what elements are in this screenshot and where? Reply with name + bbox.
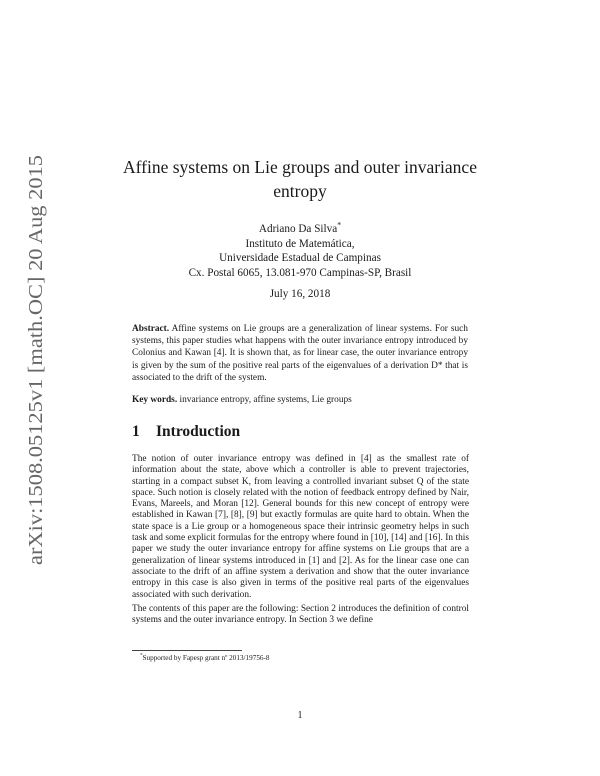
footnote-mark: * — [140, 653, 143, 659]
title-line-2: entropy — [273, 181, 327, 201]
affiliation-line-3: Cx. Postal 6065, 13.081-970 Campinas-SP, Brasil — [188, 266, 412, 279]
author-block — [120, 222, 480, 280]
section-title: Introduction — [156, 423, 241, 440]
paragraph-2: The contents of this paper are the following: Section 2 introduces the definition of control systems and the outer invariance entropy. In Section 3 we define — [132, 603, 469, 626]
arxiv-stamp — [8, 150, 52, 570]
paper-date: July 16, 2018 — [269, 288, 331, 300]
footnote — [140, 654, 270, 662]
author-name: Adriano Da Silva* — [258, 220, 342, 235]
affiliation-line-1: Instituto de Matemática, — [245, 237, 355, 250]
abstract — [132, 323, 468, 384]
footnote-rule — [132, 650, 242, 651]
author-footnote-mark: * — [337, 220, 342, 230]
section-body — [132, 454, 469, 626]
abstract-label: Abstract. — [132, 324, 170, 334]
affiliation-line-2: Universidade Estadual de Campinas — [219, 252, 381, 265]
keywords-text: invariance entropy, affine systems, Lie groups — [179, 395, 352, 405]
footnote-text: Supported by Fapesp grant nº 2013/19756-8 — [142, 654, 270, 662]
abstract-text: Affine systems on Lie groups are a generalization of linear systems. For such systems, this paper studies what happens with the outer invariance entropy introduced by Colonius and Kawan [4]. It is shown that, as for linear case, the outer invariance entropy is given by the sum of the positive real parts of the eigenvalues of a derivation D* that is associated to the drift of the system. — [132, 324, 468, 383]
title-line-1: Affine systems on Lie groups and outer invariance — [123, 157, 477, 177]
page-number: 1 — [297, 710, 303, 721]
keywords — [132, 395, 468, 405]
section-heading — [132, 423, 240, 441]
arxiv-stamp-text: arXiv:1508.05125v1 [math.OC] 20 Aug 2015 — [26, 208, 47, 565]
paragraph-1: The notion of outer invariance entropy was defined in [4] as the smallest rate of information about the state, above which a controller is able to prevent trajectories, starting in a compact subset K, from leaving a controlled invariant subset Q of the state space. Such notion is closely related with the notion of feedback entropy defined by Nair, Evans, Mareels, and Moran [12]. General bounds for this new concept of entropy were established in Kawan [7], [8], [9] but exactly formulas are quite hard to obtain. When the state space is a Lie group or a homogeneous space their intrinsic geometry helps in such task and some explicit formulas for the entropy where found in [10], [14] and [16]. In this paper we study the outer invariance entropy for affine systems on Lie groups that are a generalization of linear systems introduced in [1] and [2]. As for the linear case one can associate to the drift of an affine system a derivation and show that the outer invariance entropy in this case is also given in terms of the positive real parts of the eigenvalues associated with such derivation. — [132, 454, 469, 600]
keywords-label: Key words. — [132, 395, 178, 405]
section-number: 1 — [132, 423, 140, 440]
paper-title — [120, 155, 480, 203]
